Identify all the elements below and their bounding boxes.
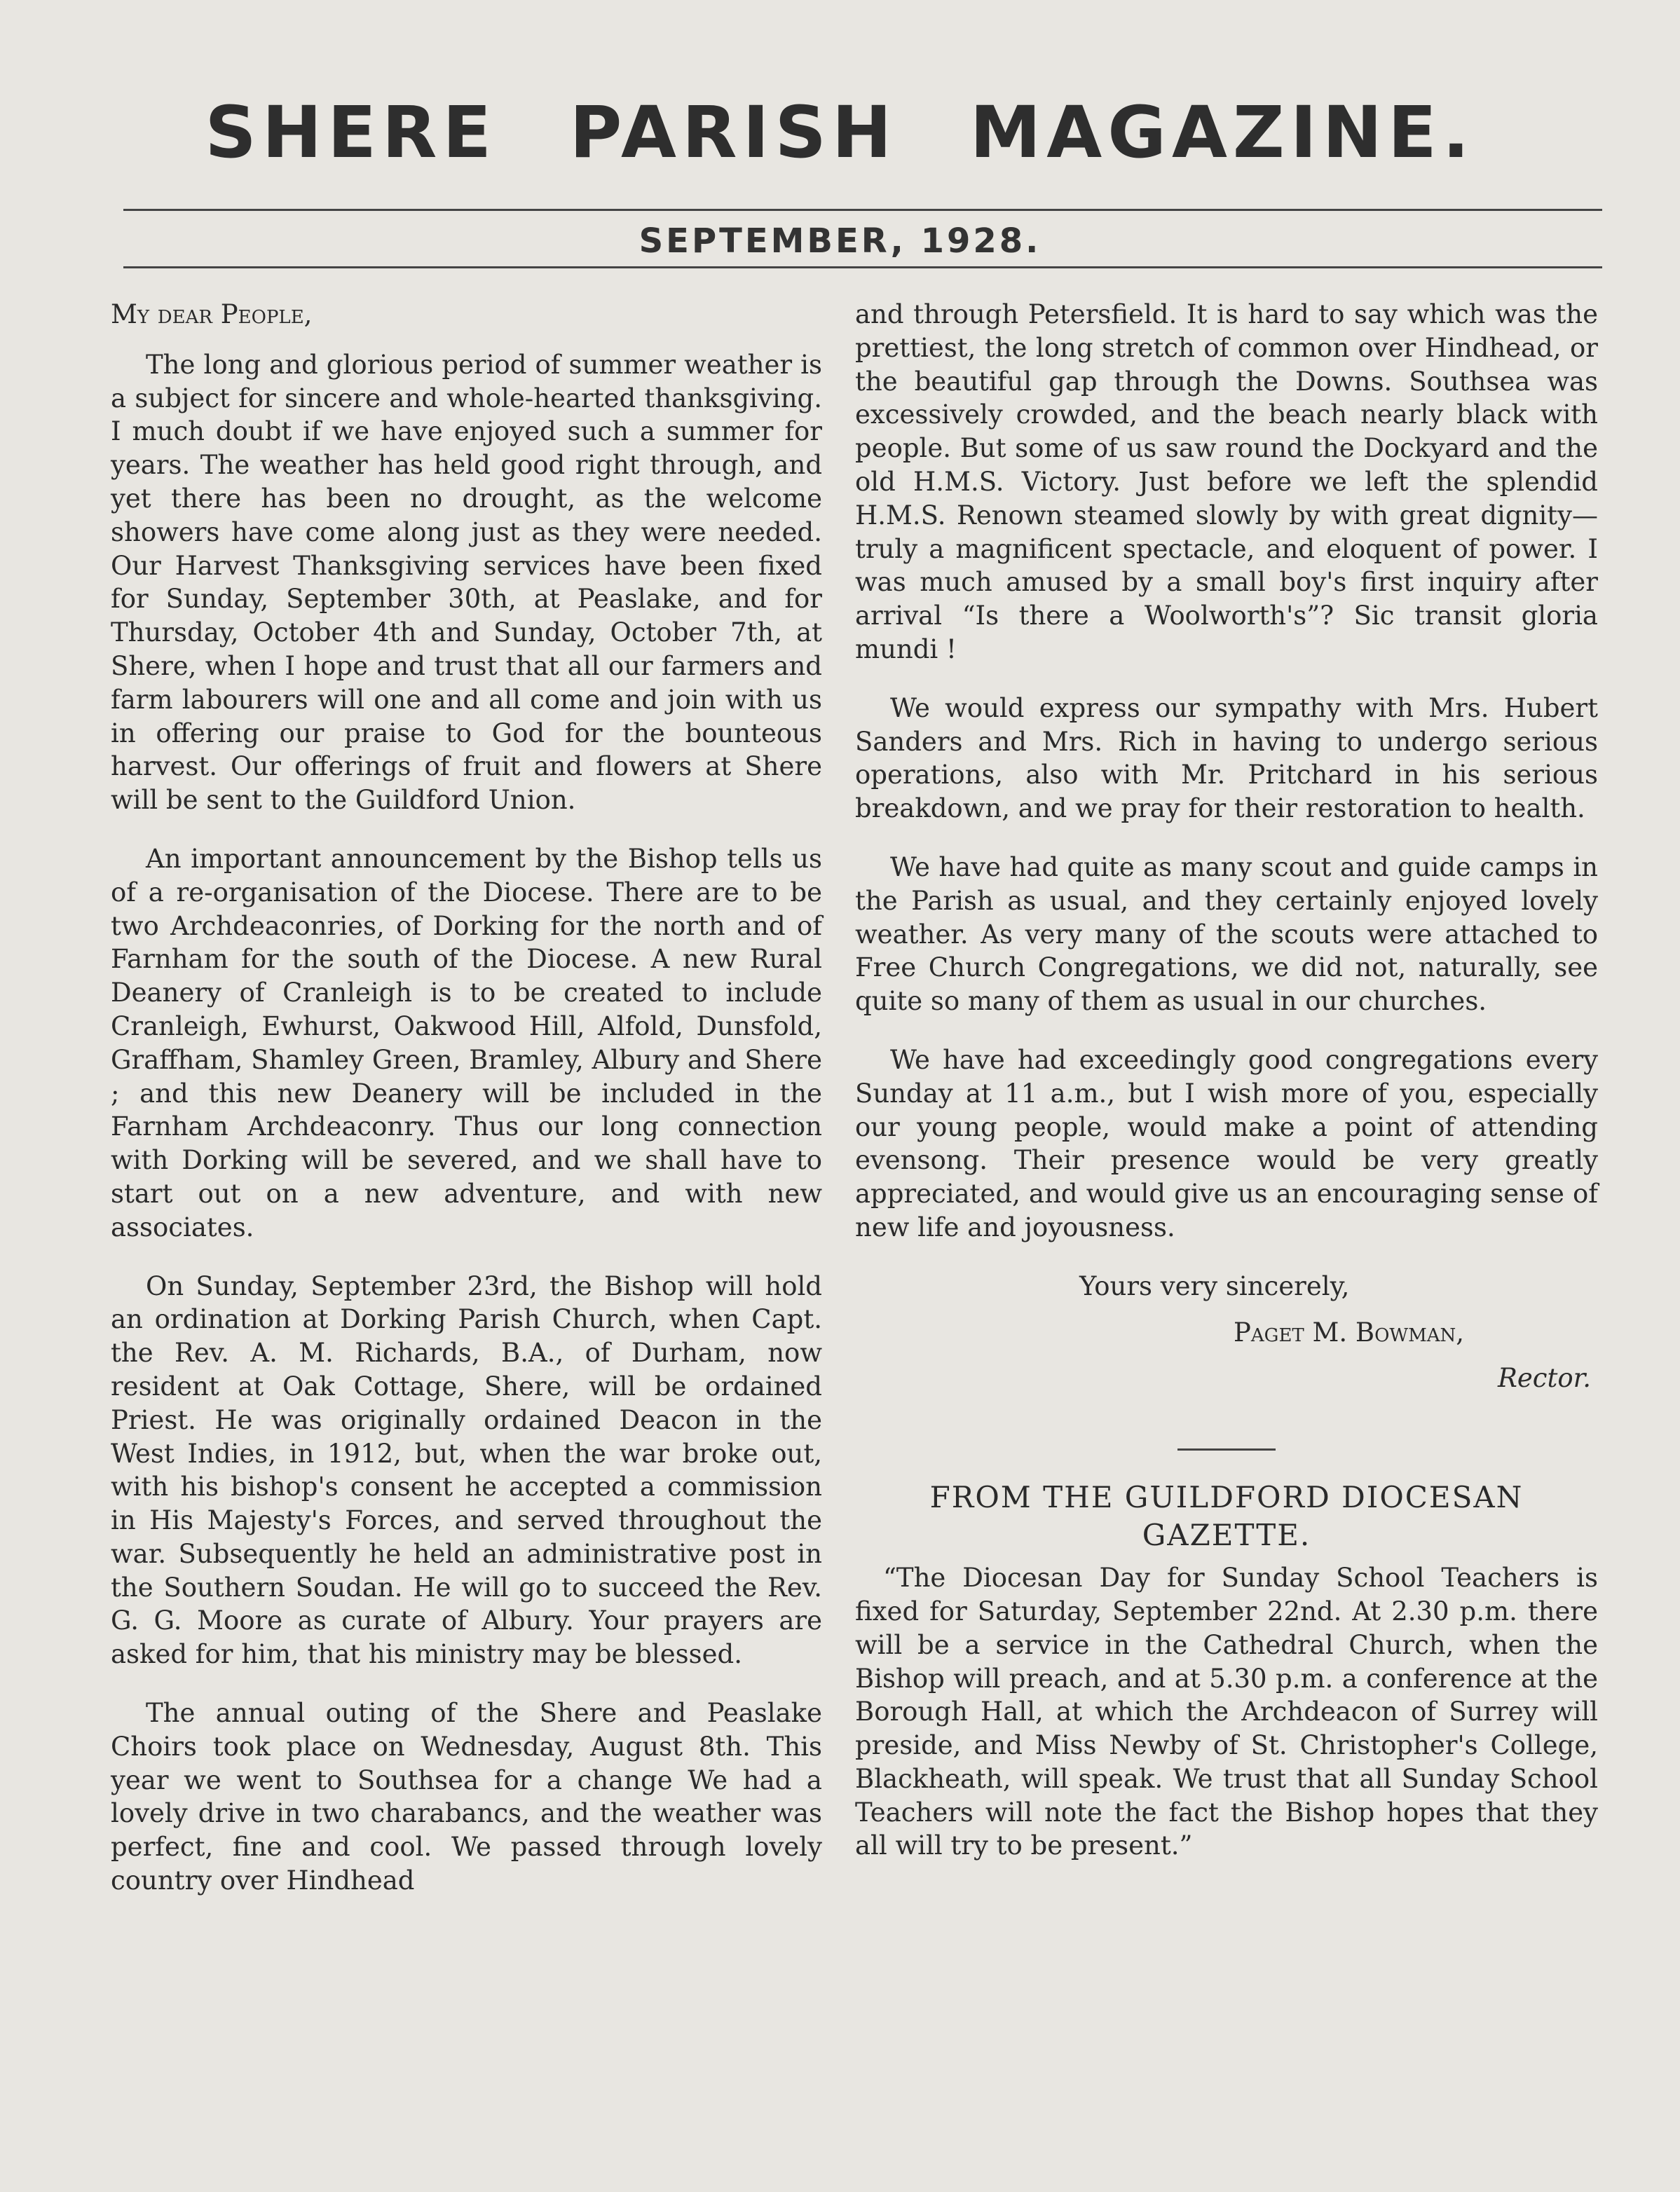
paragraph-ordination: On Sunday, September 23rd, the Bishop will hold an ordination at Dorking Parish Church, when Capt. the Rev. A. M. Richards, B.A., of Durham, now resident at Oak Cottage, Shere, will be ordained Priest. He was originally ordained Deacon in the West Indies, in 1912, but, when the war broke out, with his bishop's consent he accepted a commission in His Majesty's Forces, and served throughout the war. Subsequently he held an administrative post in the Southern Soudan. He will go to succeed the Rev. G. G. Moore as curate of Albury. Your prayers are asked for him, that his ministry may be blessed.	[111, 1270, 822, 1670]
right-column	[855, 298, 1598, 1888]
masthead-title: SHERE PARISH MAGAZINE.	[205, 91, 1475, 174]
top-rule	[123, 209, 1602, 211]
paragraph-outing: The annual outing of the Shere and Peaslake Choirs took place on Wednesday, August 8th. This year we went to Southsea for a change We had a lovely drive in two charabancs, and the weather was perfect, fine and cool. We passed through lovely country over Hindhead	[111, 1698, 822, 1896]
gazette-heading: FROM THE GUILDFORD DIOCESAN GAZETTE.	[929, 1480, 1524, 1553]
issue-date: SEPTEMBER, 1928.	[638, 221, 1042, 261]
left-column	[111, 298, 822, 1923]
gazette-text: “The Diocesan Day for Sunday School Teachers is fixed for Saturday, September 22nd. At 2.30 p.m. there will be a service in the Cathedral Church, when the Bishop will preach, and at 5.30 p.m. a conference at the Borough Hall, at which the Archdeacon of Surrey will preside, and Miss Newby of St. Christopher's College, Blackheath, will speak. We trust that all Sunday School Teachers will note the fact the Bishop hopes that they all will try to be present.”	[855, 1563, 1598, 1861]
signature: Paget M. Bowman,	[1234, 1317, 1465, 1348]
signatory-role: Rector.	[1497, 1363, 1591, 1394]
paragraph-sympathy: We would express our sympathy with Mrs. Hubert Sanders and Mrs. Rich in having to undergo serious operations, also with Mr. Pritchard in his serious breakdown, and we pray for their restoration to health.	[855, 692, 1598, 824]
paragraph-camps: We have had quite as many scout and guide camps in the Parish as usual, and they certainly enjoyed lovely weather. As very many of the scouts were attached to Free Church Congregations, we did not, naturally, see quite so many of them as usual in our churches.	[855, 851, 1598, 1017]
paragraph-outing-continued: and through Petersfield. It is hard to say which was the prettiest, the long stretch of common over Hindhead, or the beautiful gap through the Downs. Southsea was excessively crowded, and the beach nearly black with people. But some of us saw round the Dockyard and the old H.M.S. Victory. Just before we left the splendid H.M.S. Renown steamed slowly by with great dignity—truly a magnificent spectacle, and eloquent of power. I was much amused by a small boy's first inquiry after arrival “Is there a Woolworth's”? Sic transit gloria mundi !	[855, 299, 1598, 664]
section-divider	[1177, 1448, 1276, 1451]
salutation: My dear People,	[111, 299, 313, 329]
letter-closing: Yours very sincerely,	[1079, 1270, 1350, 1301]
paragraph-diocese: An important announcement by the Bishop tells us of a re-organisation of the Diocese. There are to be two Archdeaconries, of Dorking for the north and of Farnham for the south of the Diocese. A new Rural Deanery of Cranleigh is to be created to include Cranleigh, Ewhurst, Oakwood Hill, Alfold, Dunsfold, Graffham, Shamley Green, Bramley, Albury and Shere ; and this new Deanery will be included in the Farnham Archdeaconry. Thus our long connection with Dorking will be severed, and we shall have to start out on a new adventure, and with new associates.	[111, 843, 822, 1242]
paragraph-congregations: We have had exceedingly good congregations every Sunday at 11 a.m., but I wish more of you, especially our young people, would make a point of attending evensong. Their presence would be very greatly appreciated, and would give us an encouraging sense of new life and joyousness.	[855, 1044, 1598, 1242]
paragraph-summer: The long and glorious period of summer weather is a subject for sincere and whole-hearted thanksgiving. I much doubt if we have enjoyed such a summer for years. The weather has held good right through, and yet there has been no drought, as the welcome showers have come along just as they were needed. Our Harvest Thanksgiving services have been fixed for Sunday, September 30th, at Peaslake, and for Thursday, October 4th and Sunday, October 7th, at Shere, when I hope and trust that all our farmers and farm labourers will one and all come and join with us in offering our praise to God for the bounteous harvest. Our offerings of fruit and flowers at Shere will be sent to the Guildford Union.	[111, 349, 822, 816]
date-rule	[123, 266, 1602, 268]
